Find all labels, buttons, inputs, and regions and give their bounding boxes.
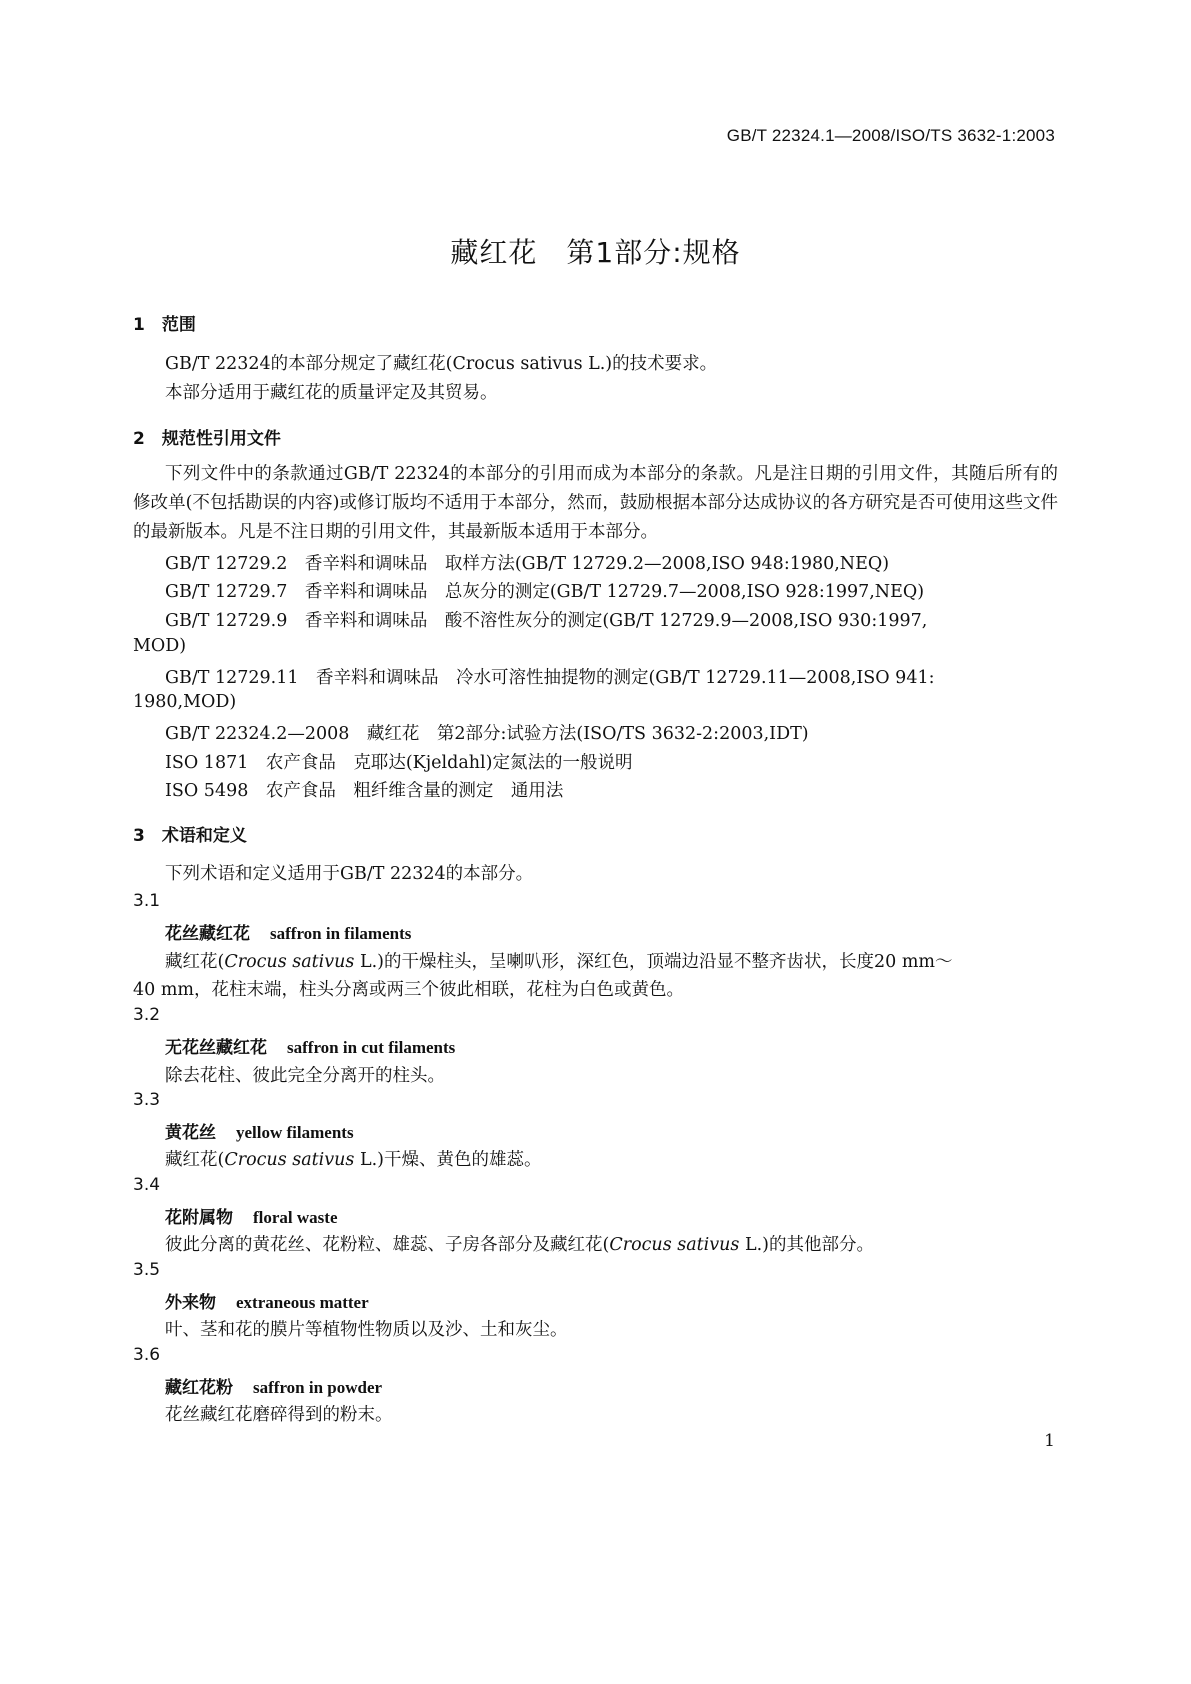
term-zh: 黄花丝 [165, 1123, 216, 1143]
term-number: 3.1 [133, 891, 161, 911]
term-zh: 花丝藏红花 [165, 924, 250, 944]
reference-item: GB/T 12729.9 香辛料和调味品 酸不溶性灰分的测定(GB/T 12729.9—2008,ISO 930:1997, [165, 611, 928, 631]
term-zh: 外来物 [165, 1293, 216, 1313]
normative-references-intro: 下列文件中的条款通过GB/T 22324的本部分的引用而成为本部分的条款。凡是注日期的引用文件，其随后所有的修改单(不包括勘误的内容)或修订版均不适用于本部分，然而，鼓励根据本部分达成协议的各方研究是否可使用这些文件的最新版本。凡是不注日期的引用文件，其最新版本适用于本部分。 [133, 464, 1058, 542]
term-definition: 叶、茎和花的膜片等植物性物质以及沙、土和灰尘。 [165, 1320, 568, 1340]
reference-item: GB/T 12729.2 香辛料和调味品 取样方法(GB/T 12729.2—2008,ISO 948:1980,NEQ) [165, 554, 890, 574]
term-title [165, 919, 411, 944]
reference-item: GB/T 12729.11 香辛料和调味品 冷水可溶性抽提物的测定(GB/T 12729.11—2008,ISO 941: [165, 668, 935, 688]
scope-paragraph-2: 本部分适用于藏红花的质量评定及其贸易。 [165, 383, 498, 403]
term-title [165, 1033, 455, 1058]
term-definition: 花丝藏红花磨碎得到的粉末。 [165, 1405, 393, 1425]
document-title: 藏红花 第1部分:规格 [450, 236, 741, 269]
term-zh: 藏红花粉 [165, 1378, 233, 1398]
term-zh: 花附属物 [165, 1208, 233, 1228]
term-title [165, 1288, 369, 1313]
term-definition: 藏红花(Crocus sativus L.)的干燥柱头，呈喇叭形，深红色，顶端边沿显不整齐齿状，长度20 mm～ [165, 952, 953, 972]
term-en: extraneous matter [236, 1293, 369, 1312]
reference-item-continuation: MOD) [133, 636, 187, 656]
term-definition: 除去花柱、彼此完全分离开的柱头。 [165, 1066, 445, 1086]
term-en: saffron in cut filaments [287, 1038, 456, 1057]
term-definition-continuation: 40 mm，花柱末端，柱头分离或两三个彼此相联，花柱为白色或黄色。 [133, 980, 685, 1000]
reference-item: GB/T 12729.7 香辛料和调味品 总灰分的测定(GB/T 12729.7—2008,ISO 928:1997,NEQ) [165, 582, 925, 602]
reference-item: ISO 1871 农产食品 克耶达(Kjeldahl)定氮法的一般说明 [165, 753, 633, 773]
scope-paragraph-1: GB/T 22324的本部分规定了藏红花(Crocus sativus L.)的技术要求。 [165, 354, 718, 374]
term-en: saffron in powder [253, 1378, 383, 1397]
term-zh: 无花丝藏红花 [165, 1038, 267, 1058]
section-heading-normative-references: 2 规范性引用文件 [133, 429, 281, 449]
term-number: 3.2 [133, 1005, 161, 1025]
section-heading-terms-definitions: 3 术语和定义 [133, 826, 247, 846]
term-number: 3.3 [133, 1090, 161, 1110]
standard-code: GB/T 22324.1—2008/ISO/TS 3632-1:2003 [726, 126, 1055, 145]
term-number: 3.4 [133, 1175, 161, 1195]
page-number: 1 [1044, 1431, 1055, 1451]
term-definition: 藏红花(Crocus sativus L.)干燥、黄色的雄蕊。 [165, 1150, 542, 1170]
term-en: yellow filaments [236, 1123, 354, 1142]
term-definition: 彼此分离的黄花丝、花粉粒、雄蕊、子房各部分及藏红花(Crocus sativus L.)的其他部分。 [165, 1235, 874, 1255]
term-title [165, 1203, 338, 1228]
section-heading-scope: 1 范围 [133, 315, 196, 335]
terms-intro: 下列术语和定义适用于GB/T 22324的本部分。 [165, 864, 534, 884]
reference-item: ISO 5498 农产食品 粗纤维含量的测定 通用法 [165, 781, 564, 801]
reference-item-continuation: 1980,MOD) [133, 692, 237, 712]
term-number: 3.6 [133, 1345, 161, 1365]
term-number: 3.5 [133, 1260, 161, 1280]
term-title [165, 1373, 382, 1398]
term-en: floral waste [253, 1208, 338, 1227]
term-en: saffron in filaments [270, 924, 412, 943]
reference-item: GB/T 22324.2—2008 藏红花 第2部分:试验方法(ISO/TS 3632-2:2003,IDT) [165, 724, 809, 744]
term-title [165, 1118, 354, 1143]
